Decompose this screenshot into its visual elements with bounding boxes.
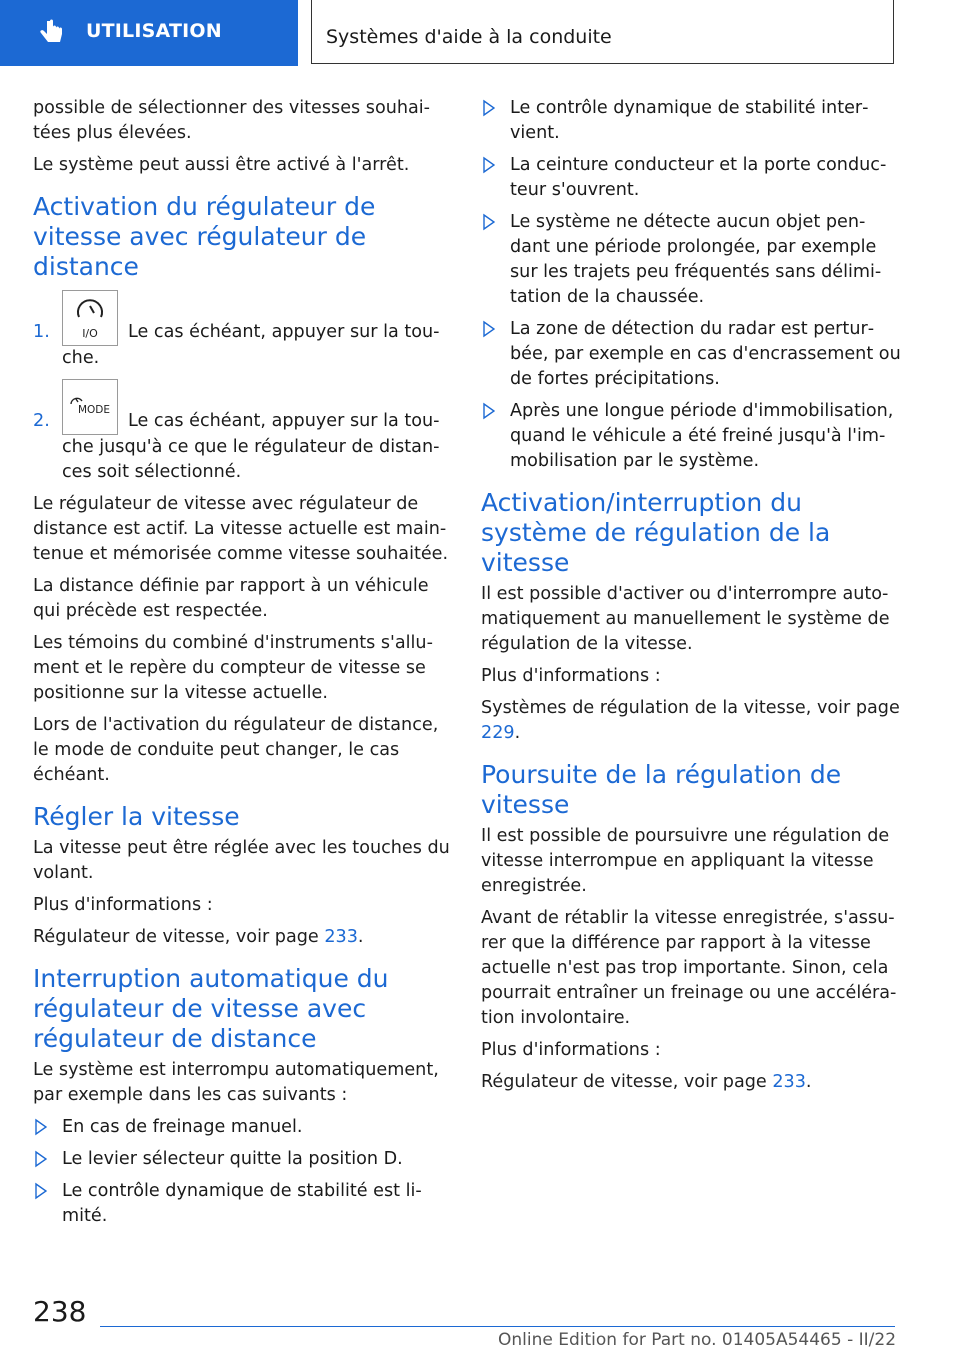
step-2 xyxy=(33,379,453,485)
cruise-control-on-off-icon xyxy=(62,290,118,346)
section-label: UTILISATION xyxy=(86,20,222,42)
paragraph: Il est possible d'activer ou d'interrompre auto‐matiquement au manuellement le système de régulation de la vitesse. xyxy=(481,584,890,654)
page-header xyxy=(0,0,960,68)
period: . xyxy=(514,723,521,743)
period: . xyxy=(357,927,364,947)
page-link-233[interactable]: 233 xyxy=(772,1072,806,1092)
triangle-bullet-icon xyxy=(35,1118,47,1136)
list-item-text: En cas de freinage manuel. xyxy=(62,1117,303,1137)
paragraph: La vitesse peut être réglée avec les touches du volant. xyxy=(33,838,450,883)
footer-divider xyxy=(100,1326,895,1327)
footer-edition: Online Edition for Part no. 01405A54465 - II/22 xyxy=(498,1330,897,1350)
list-item-text: Le contrôle dynamique de stabilité est li‐mité. xyxy=(62,1181,422,1226)
triangle-bullet-icon xyxy=(483,320,495,338)
button-1-label: I/O xyxy=(82,327,98,340)
paragraph xyxy=(33,925,453,950)
triangle-bullet-icon xyxy=(483,99,495,117)
bullet-list xyxy=(33,1115,453,1229)
paragraph: Le système est interrompu automatiquement, par exemple dans les cas suivants : xyxy=(33,1060,439,1105)
list-item-text: Le système ne détecte aucun objet pen‐dant une période prolongée, par exemple sur les trajets peu fréquentés sans délimi‐tation de la chaussée. xyxy=(510,212,882,307)
list-item xyxy=(33,1147,453,1172)
list-item-text: Le contrôle dynamique de stabilité inter‐vient. xyxy=(510,98,869,143)
period: . xyxy=(805,1072,812,1092)
triangle-bullet-icon xyxy=(483,156,495,174)
list-item xyxy=(33,1179,453,1229)
step-number: 1. xyxy=(33,322,50,342)
paragraph xyxy=(481,696,901,746)
step-text: Le cas échéant, appuyer sur la tou‐che. xyxy=(62,322,440,368)
list-item xyxy=(481,96,901,146)
heading-poursuite: Poursuite de la régulation de vitesse xyxy=(481,760,842,819)
left-column xyxy=(33,96,453,1236)
list-item xyxy=(481,153,901,203)
paragraph xyxy=(481,1070,901,1095)
reference-text: Régulateur de vitesse, voir page xyxy=(481,1072,773,1092)
heading-activation: Activation du régulateur de vitesse avec régulateur de distance xyxy=(33,192,376,281)
page-link-233[interactable]: 233 xyxy=(324,927,358,947)
bullet-list xyxy=(481,96,901,474)
list-item xyxy=(481,210,901,310)
hand-pointer-icon xyxy=(36,18,66,48)
page-number: 238 xyxy=(33,1295,87,1328)
paragraph: Le système peut aussi être activé à l'arrêt. xyxy=(33,155,410,175)
triangle-bullet-icon xyxy=(35,1150,47,1168)
list-item-text: La ceinture conducteur et la porte conduc‐teur s'ouvrent. xyxy=(510,155,887,200)
step-1 xyxy=(33,290,453,371)
list-item xyxy=(481,317,901,392)
paragraph: Il est possible de poursuivre une régulation de vitesse interrompue en appliquant la vitesse enregistrée. xyxy=(481,826,890,896)
step-text: Le cas échéant, appuyer sur la tou‐che jusqu'à ce que le régulateur de distan‐ces soit sélectionné. xyxy=(62,411,440,482)
paragraph: possible de sélectionner des vitesses souhai‐tées plus élevées. xyxy=(33,98,431,143)
list-item xyxy=(33,1115,453,1140)
chapter-title-box xyxy=(311,0,894,64)
page-link-229[interactable]: 229 xyxy=(481,723,515,743)
paragraph: Le régulateur de vitesse avec régulateur de distance est actif. La vitesse actuelle est main‐tenue et mémorisée comme vitesse souhaitée. xyxy=(33,494,449,564)
paragraph: La distance définie par rapport à un véhicule qui précède est respectée. xyxy=(33,576,429,621)
paragraph: Les témoins du combiné d'instruments s'allu‐ment et le repère du compteur de vitesse se positionne sur la vitesse actuelle. xyxy=(33,633,433,703)
button-2-label: MODE xyxy=(77,404,111,416)
paragraph: Plus d'informations : xyxy=(481,1040,661,1060)
reference-text: Systèmes de régulation de la vitesse, voir page xyxy=(481,698,900,718)
paragraph: Avant de rétablir la vitesse enregistrée, s'assu‐rer que la différence par rapport à la vitesse actuelle n'est pas trop importante. Sinon, cela pourrait entraîner un freinage ou une accéléra‐tion involontaire. xyxy=(481,908,897,1028)
list-item xyxy=(481,399,901,474)
triangle-bullet-icon xyxy=(483,213,495,231)
heading-regler: Régler la vitesse xyxy=(33,802,240,831)
section-tab xyxy=(0,0,298,66)
paragraph: Plus d'informations : xyxy=(481,666,661,686)
heading-activation-interruption: Activation/interruption du système de régulation de la vitesse xyxy=(481,488,831,577)
triangle-bullet-icon xyxy=(35,1182,47,1200)
cruise-mode-icon xyxy=(62,379,118,435)
paragraph: Plus d'informations : xyxy=(33,895,213,915)
right-column xyxy=(481,96,901,1102)
triangle-bullet-icon xyxy=(483,402,495,420)
chapter-title: Systèmes d'aide à la conduite xyxy=(326,26,612,48)
reference-text: Régulateur de vitesse, voir page xyxy=(33,927,325,947)
list-item-text: Après une longue période d'immobilisation, quand le véhicule a été freiné jusqu'à l'im‐mobilisation par le système. xyxy=(510,401,894,471)
list-item-text: La zone de détection du radar est pertur‐bée, par exemple en cas d'encrassement ou de fortes précipitations. xyxy=(510,319,901,389)
step-number: 2. xyxy=(33,411,50,431)
list-item-text: Le levier sélecteur quitte la position D. xyxy=(62,1149,403,1169)
paragraph: Lors de l'activation du régulateur de distance, le mode de conduite peut changer, le cas échéant. xyxy=(33,715,439,785)
heading-interruption: Interruption automatique du régulateur de vitesse avec régulateur de distance xyxy=(33,964,389,1053)
